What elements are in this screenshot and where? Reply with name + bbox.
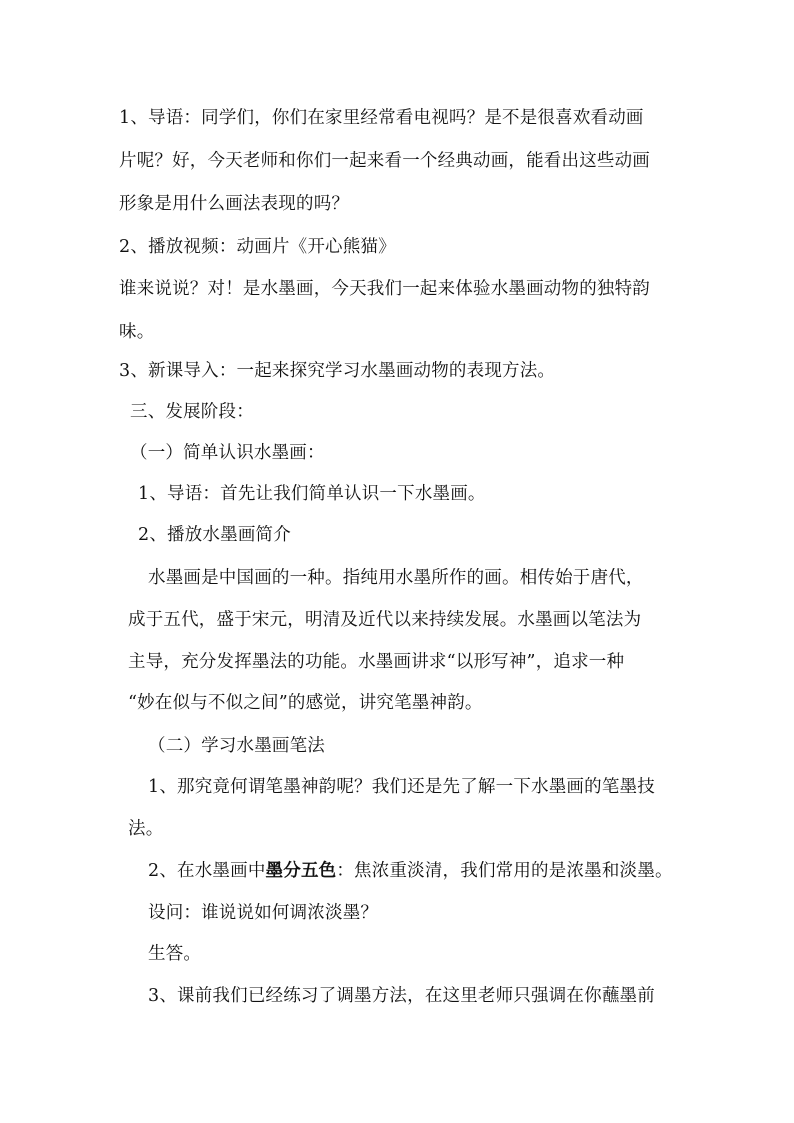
paragraph-line: 片呢？好，今天老师和你们一起来看一个经典动画，能看出这些动画 [119, 151, 650, 171]
line-prefix: 2、在水墨画中 [148, 861, 266, 881]
paragraph-line: “妙在似与不似之间”的感觉，讲究笔墨神韵。 [128, 693, 483, 713]
paragraph-line: 主导，充分发挥墨法的功能。水墨画讲求“以形写神”，追求一种 [128, 652, 625, 672]
paragraph-line-with-emphasis [148, 859, 673, 883]
paragraph-line: 成于五代，盛于宋元，明清及近代以来持续发展。水墨画以笔法为 [128, 610, 642, 630]
paragraph-line: 设问：谁说说如何调浓淡墨？ [148, 903, 379, 923]
section-heading: 三、发展阶段： [130, 402, 254, 422]
paragraph-line: 生答。 [148, 944, 202, 964]
paragraph-line: 水墨画是中国画的一种。指纯用水墨所作的画。相传始于唐代， [148, 568, 644, 588]
paragraph-line: 2、播放视频：动画片《开心熊猫》 [119, 237, 396, 257]
line-suffix: ：焦浓重淡清，我们常用的是浓墨和淡墨。 [336, 861, 673, 881]
subsection-heading: （二）学习水墨画笔法 [148, 736, 325, 756]
paragraph-line: 1、导语：首先让我们简单认识一下水墨画。 [138, 484, 486, 504]
paragraph-line: 形象是用什么画法表现的吗？ [119, 194, 350, 214]
emphasis-text: 墨分五色 [265, 861, 337, 881]
paragraph-line: 1、那究竟何谓笔墨神韵呢？我们还是先了解一下水墨画的笔墨技 [148, 777, 655, 797]
paragraph-line: 谁来说说？对！是水墨画，今天我们一起来体验水墨画动物的独特韵 [119, 279, 650, 299]
paragraph-line: 3、新课导入：一起来探究学习水墨画动物的表现方法。 [119, 361, 556, 381]
paragraph-line: 味。 [119, 322, 155, 342]
paragraph-line: 法。 [128, 819, 164, 839]
paragraph-line: 3、课前我们已经练习了调墨方法，在这里老师只强调在你蘸墨前 [148, 986, 655, 1006]
paragraph-line: 2、播放水墨画简介 [138, 525, 291, 545]
paragraph-line: 1、导语：同学们，你们在家里经常看电视吗？是不是很喜欢看动画 [119, 108, 644, 128]
subsection-heading: （一）简单认识水墨画： [130, 443, 325, 463]
